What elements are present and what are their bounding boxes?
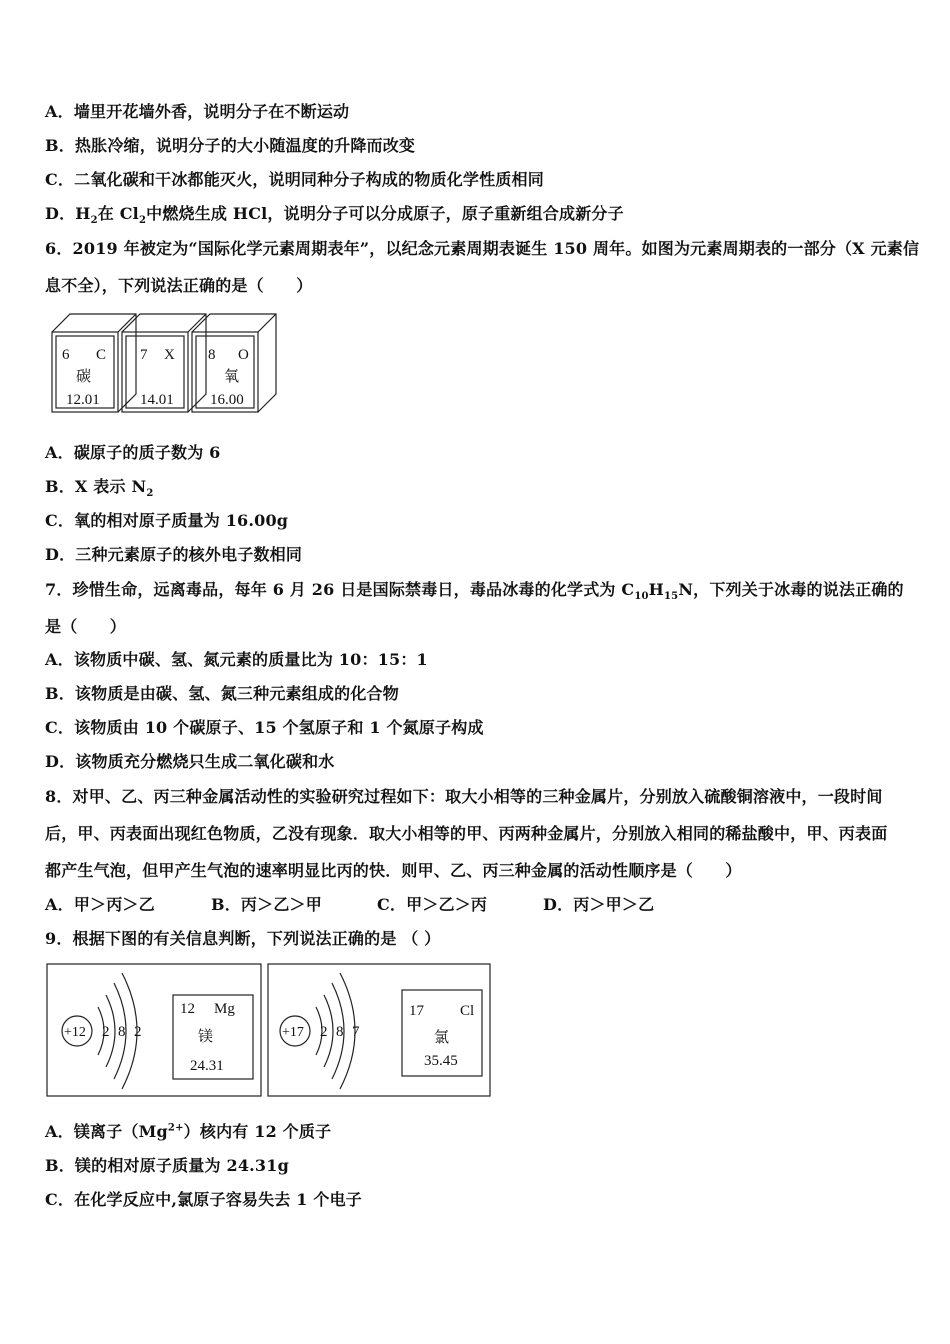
q7-option-b: B．该物质是由碳、氢、氮三种元素组成的化合物: [45, 684, 399, 703]
mg-name: 镁: [198, 1029, 214, 1045]
cl-nucleus-charge: +17: [282, 1025, 304, 1040]
q8-stem-line3: 都产生气泡，但甲产生气泡的速率明显比丙的快．则甲、乙、丙三种金属的活动性顺序是（ ）: [45, 861, 742, 880]
periodic-table-figure: [48, 310, 288, 416]
q8-option-a: A．甲＞丙＞乙: [45, 895, 155, 914]
cell-c-number: 6: [62, 347, 70, 363]
mg-atomic-number: 12: [180, 1001, 195, 1017]
q5-option-b: B．热胀冷缩，说明分子的大小随温度的升降而改变: [45, 136, 416, 155]
cell-o-number: 8: [208, 347, 216, 363]
q9-option-c: C．在化学反应中,氯原子容易失去 1 个电子: [45, 1190, 362, 1209]
cl-symbol: Cl: [460, 1003, 475, 1019]
q6-stem-line1: 6．2019 年被定为“国际化学元素周期表年”，以纪念元素周期表诞生 150 周年。如图为元素周期表的一部分（X 元素信: [45, 239, 920, 258]
q5-option-d: D．$H_2$在 $Cl_2$中燃烧生成 HCl，说明分子可以分成原子，原子重新组合成新分子: [45, 204, 624, 227]
q6-option-d: D．三种元素原子的核外电子数相同: [45, 545, 303, 564]
q8-stem-line2: 后，甲、丙表面出现红色物质，乙没有现象．取大小相等的甲、丙两种金属片，分别放入相同的稀盐酸中，甲、丙表面: [45, 824, 888, 843]
atom-structure-figure: [46, 963, 492, 1099]
q9-stem: 9．根据下图的有关信息判断，下列说法正确的是 （ ）: [45, 929, 441, 948]
q6-stem-line2: 息不全），下列说法正确的是（ ）: [45, 276, 313, 295]
cell-x-number: 7: [140, 347, 148, 363]
mg-shell-3: 2: [134, 1024, 142, 1040]
q8-option-b: B．丙＞乙＞甲: [211, 895, 322, 914]
mg-shell-1: 2: [102, 1024, 110, 1040]
q6-option-b: B．X 表示 $N_2$: [45, 477, 154, 500]
cl-shell-1: 2: [320, 1024, 328, 1040]
q8-options-row: [45, 895, 654, 915]
cl-atomic-number: 17: [409, 1003, 424, 1019]
mg-shell-2: 8: [118, 1024, 126, 1040]
cell-x-mass: 14.01: [140, 392, 174, 408]
q7-option-c: C．该物质由 10 个碳原子、15 个氢原子和 1 个氮原子构成: [45, 718, 484, 737]
q7-stem-line2: 是（ ）: [45, 617, 127, 636]
q7-option-d: D．该物质充分燃烧只生成二氧化碳和水: [45, 752, 335, 771]
cl-shell-3: 7: [352, 1024, 360, 1040]
mg-nucleus-charge: +12: [64, 1025, 86, 1040]
q7-stem-line1: 7．珍惜生命，远离毒品，每年 6 月 26 日是国际禁毒日，毒品冰毒的化学式为 $C_{10}H_{15}N$，下列关于冰毒的说法正确的: [45, 580, 904, 603]
q5-option-c: C．二氧化碳和干冰都能灭火，说明同种分子构成的物质化学性质相同: [45, 170, 544, 189]
cell-o-symbol: O: [238, 347, 249, 363]
q8-option-c: C．甲＞乙＞丙: [377, 895, 488, 914]
mg-atomic-mass: 24.31: [190, 1058, 224, 1074]
cell-c-mass: 12.01: [66, 392, 100, 408]
cell-x-symbol: X: [164, 347, 175, 363]
q7-option-a: A．该物质中碳、氢、氮元素的质量比为 10：15：1: [45, 650, 428, 669]
cell-o-mass: 16.00: [210, 392, 244, 408]
q9-option-a: A．镁离子$(Mg^{2+})$核内有 12 个质子: [45, 1122, 332, 1141]
cl-shell-2: 8: [336, 1024, 344, 1040]
cell-c-symbol: C: [96, 347, 107, 363]
q8-option-d: D．丙＞甲＞乙: [543, 895, 655, 914]
cell-c-name: 碳: [76, 369, 92, 385]
q9-option-b: B．镁的相对原子质量为 24.31g: [45, 1156, 289, 1175]
cl-name: 氯: [434, 1030, 450, 1046]
mg-symbol: Mg: [214, 1001, 235, 1017]
q6-option-c: C．氧的相对原子质量为 16.00g: [45, 511, 289, 530]
q5-option-a: A．墙里开花墙外香，说明分子在不断运动: [45, 102, 350, 121]
q6-option-a: A．碳原子的质子数为 6: [45, 443, 221, 462]
q8-stem-line1: 8．对甲、乙、丙三种金属活动性的实验研究过程如下：取大小相等的三种金属片，分别放入硫酸铜溶液中，一段时间: [45, 787, 883, 806]
cell-o-name: 氧: [224, 369, 240, 385]
cl-atomic-mass: 35.45: [424, 1053, 458, 1069]
